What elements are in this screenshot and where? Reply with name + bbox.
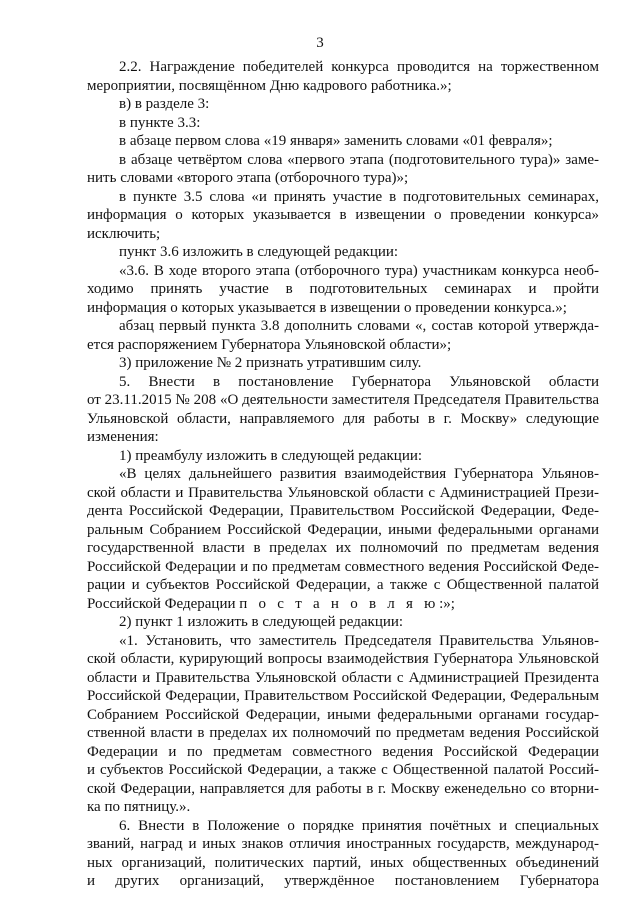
text-line: в абзаце первом слова «19 января» заменить словами «01 февраля»; xyxy=(119,133,553,149)
text-line: ка по пятницу.». xyxy=(87,799,191,815)
text-line: ской области и Правительства Ульяновской области с Администрацией Прези- xyxy=(87,484,599,501)
text-line: пункт 3.6 изложить в следующей редакции: xyxy=(119,244,399,260)
text-line xyxy=(87,595,599,614)
text-line: и субъектов Российской Федерации, а также с Общественной палатой Россий- xyxy=(87,762,599,778)
text-line: «В целях дальнейшего развития взаимодействия Губернатора Ульянов- xyxy=(119,466,599,482)
text-line: мероприятии, посвящённом Дню кадрового работника.»; xyxy=(87,77,452,94)
text-line: от 23.11.2015 № 208 «О деятельности заместителя Председателя Правительства xyxy=(87,392,599,408)
text-line: информация о которых указывается в извещении о проведении конкурса.»; xyxy=(87,299,567,316)
text-line: нить словами «второго этапа (отборочного тура)»; xyxy=(87,170,409,186)
text-line: абзац первый пункта 3.8 дополнить словами «, состав которой утвержда- xyxy=(119,318,599,334)
text-line: 1) преамбулу изложить в следующей редакции: xyxy=(119,447,423,464)
text-line: ных организаций, политических партий, иных общественных объединений xyxy=(87,854,599,871)
text-line: дента Российской Федерации, Правительством Российской Федерации, Феде- xyxy=(87,503,599,519)
text-line: исключить; xyxy=(87,225,161,242)
text-line: «3.6. В ходе второго этапа (отборочного тура) участникам конкурса необ- xyxy=(119,262,599,279)
text-line: 2.2. Награждение победителей конкурса проводится на торжественном xyxy=(119,59,599,75)
text-line: изменения: xyxy=(87,429,159,445)
text-line: ральным Собранием Российской Федерации, иными федеральными органами xyxy=(87,521,599,538)
text-line: 5. Внести в постановление Губернатора Ульяновской области xyxy=(119,373,599,390)
text-line: 3) приложение № 2 признать утратившим силу. xyxy=(119,355,422,371)
text-line: 2) пункт 1 изложить в следующей редакции: xyxy=(119,614,404,630)
text-line: 6. Внести в Положение о порядке принятия почётных и специальных xyxy=(119,817,599,834)
text-line: званий, наград и иных знаков отличия иностранных государств, международ- xyxy=(87,836,599,852)
text-line: в пункте 3.5 слова «и принять участие в подготовительных семинарах, xyxy=(119,188,599,205)
text-line: ходимо принять участие в подготовительных семинарах и пройти xyxy=(87,281,599,297)
text-line: в абзаце четвёртом слова «первого этапа (подготовительного тура)» заме- xyxy=(119,151,599,168)
text-line: ется распоряжением Губернатора Ульяновской области»; xyxy=(87,336,452,353)
text-line: ской Федерации, направляется для работы в г. Москву еженедельно со вторни- xyxy=(87,780,599,797)
text-line: информация о которых указывается в извещении о проведении конкурса» xyxy=(87,207,599,223)
text-line: государственной власти в пределах их полномочий по предметам ведения xyxy=(87,540,599,556)
text-line: «1. Установить, что заместитель Председателя Правительства Ульянов- xyxy=(119,632,599,649)
text-fragment: Российской Федерации xyxy=(87,595,240,612)
text-line: Российской Федерации, Правительством Российской Федерации, Федеральным xyxy=(87,688,599,704)
document-text xyxy=(87,58,599,891)
text-line: Ульяновской области, направляемого для работы в г. Москву» следующие xyxy=(87,410,599,427)
text-line: в) в разделе 3: xyxy=(119,96,210,112)
text-line: ской области, курирующий вопросы взаимодействия Губернатора Ульяновской xyxy=(87,651,599,667)
text-line: области и Правительства Ульяновской области с Администрацией Президента xyxy=(87,669,599,686)
text-line: рации и субъектов Российской Федерации, а также с Общественной палатой xyxy=(87,577,599,593)
text-line: ственной власти в пределах их полномочий по предметам ведения Российской xyxy=(87,725,599,741)
text-line: и других организаций, утверждённое постановлением Губернатора xyxy=(87,873,599,889)
text-line: в пункте 3.3: xyxy=(119,114,201,131)
text-fragment: :»; xyxy=(439,595,455,612)
page-number: 3 xyxy=(316,35,324,51)
text-line: Российской Федерации и по предметам совместного ведения Российской Феде- xyxy=(87,558,599,575)
spaced-keyword: п о с т а н о в л я ю xyxy=(239,595,440,612)
text-line: Федерации и по предметам совместного ведения Российской Федерации xyxy=(87,743,599,760)
text-line: Собранием Российской Федерации, иными федеральными органами государ- xyxy=(87,706,599,723)
